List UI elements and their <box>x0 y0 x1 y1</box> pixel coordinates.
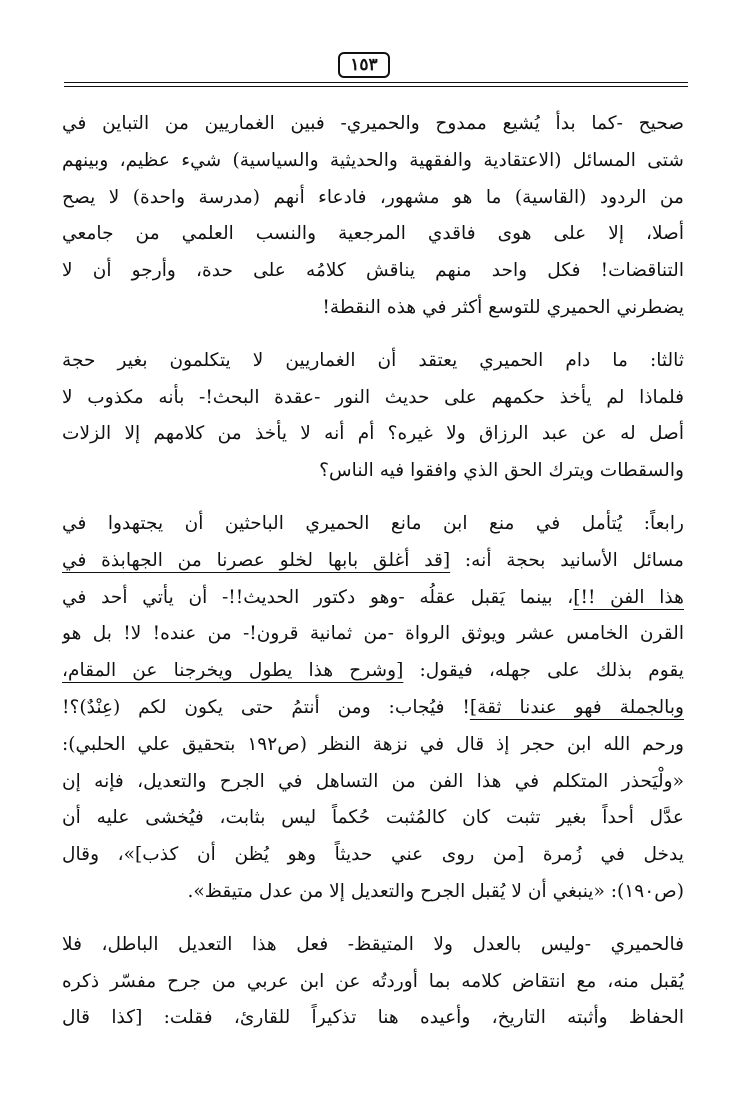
header-rule-thin <box>64 86 688 87</box>
underlined-quote: هذا الفن !!] <box>573 586 684 608</box>
text-line: صحيح -كما بدأ يُشيع ممدوح والحميري- فبين الغماريين من التباين في <box>62 113 684 134</box>
text-line: أصلا، إلا على هوى فاقدي المرجعية والنسب العلمي من جامعي <box>62 223 684 245</box>
text-line: أصل له عن عبد الرزاق ولا غيره؟ أم أنه لا يأخذ من كلامهم إلا الزلات <box>62 423 684 445</box>
paragraph-3 <box>62 506 684 911</box>
text-line: ورحم الله ابن حجر إذ قال في نزهة النظر (ص١٩٢ بتحقيق علي الحلبي): <box>62 733 684 755</box>
paragraph-2 <box>62 343 684 490</box>
underlined-quote: وبالجملة فهو عندنا ثقة] <box>469 696 684 718</box>
text-line: القرن الخامس عشر ويوثق الرواة -من ثمانية قرون!- من عنده! لا! بل هو <box>62 623 684 645</box>
text-line: والسقطات ويترك الحق الذي وافقوا فيه الناس؟ <box>319 460 684 482</box>
text-line: رابعاً: يُتأمل في منع ابن مانع الحميري الباحثين أن يجتهدوا في <box>62 512 684 534</box>
underlined-quote: [قد أغلق بابها لخلو عصرنا من الجهابذة في <box>62 549 451 571</box>
text-line: فالحميري -وليس بالعدل ولا المتيقظ- فعل هذا التعديل الباطل، فلا <box>62 933 684 955</box>
text-line: يُقبل منه، مع انتقاض كلامه بما أوردتُه عن ابن عربي من جرح مفسّر ذكره <box>62 970 684 992</box>
text-line: الحفاظ وأثبته التاريخ، وأعيده هنا تذكيراً للقارئ، فقلت: [كذا قال <box>62 1007 684 1029</box>
text-line: ثالثا: ما دام الحميري يعتقد أن الغماريين لا يتكلمون بغير حجة <box>62 349 684 371</box>
text-line: هذا الفن !!]، بينما يَقبل عقلُه -وهو دكتور الحديث!!- أن يأتي أحد في <box>62 586 684 608</box>
text-line: مسائل الأسانيد بحجة أنه: [قد أغلق بابها لخلو عصرنا من الجهابذة في <box>62 549 684 571</box>
text-line: يضطرني الحميري للتوسع أكثر في هذه النقطة! <box>322 296 684 318</box>
text-line: عدَّل أحداً بغير تثبت كان كالمُثبت حُكماً ليس بثابت، فيُخشى عليه أن <box>62 807 684 829</box>
text-line: «ولْيَحذر المتكلم في هذا الفن من التساهل في الجرح والتعديل، فإنه إن <box>62 770 684 792</box>
header-rule <box>64 82 688 83</box>
page-number: ١٥٣ <box>338 52 390 78</box>
text-line: فلماذا لم يأخذ حكمهم على حديث النور -عقدة البحث!- بأنه مكذوب لا <box>62 386 684 408</box>
text-line: يدخل في زُمرة [من روى عني حديثاً وهو يُظن أن كذب]»، وقال <box>62 844 684 866</box>
text-line: من الردود (القاسية) ما هو مشهور، فادعاء أنهم (مدرسة واحدة) لا يصح <box>62 186 684 208</box>
text-line: التناقضات! فكل واحد منهم يناقش كلامُه على حدة، وأرجو أن لا <box>62 260 684 282</box>
body-text <box>62 106 684 1037</box>
text-line: يقوم بذلك على جهله، فيقول: [وشرح هذا يطول ويخرجنا عن المقام، <box>62 660 684 682</box>
text-line: (ص١٩٠): «ينبغي أن لا يُقبل الجرح والتعديل إلا من عدل متيقظ». <box>187 880 684 902</box>
text-line: وبالجملة فهو عندنا ثقة]! فيُجاب: ومن أنتمُ حتى يكون لكم (عِنْدٌ)؟! <box>62 696 684 718</box>
paragraph-1 <box>62 106 684 327</box>
underlined-quote: [وشرح هذا يطول ويخرجنا عن المقام، <box>62 660 404 682</box>
text-line: شتى المسائل (الاعتقادية والفقهية والحديثية والسياسية) شيء عظيم، وبينهم <box>62 149 684 171</box>
paragraph-4 <box>62 927 684 1037</box>
